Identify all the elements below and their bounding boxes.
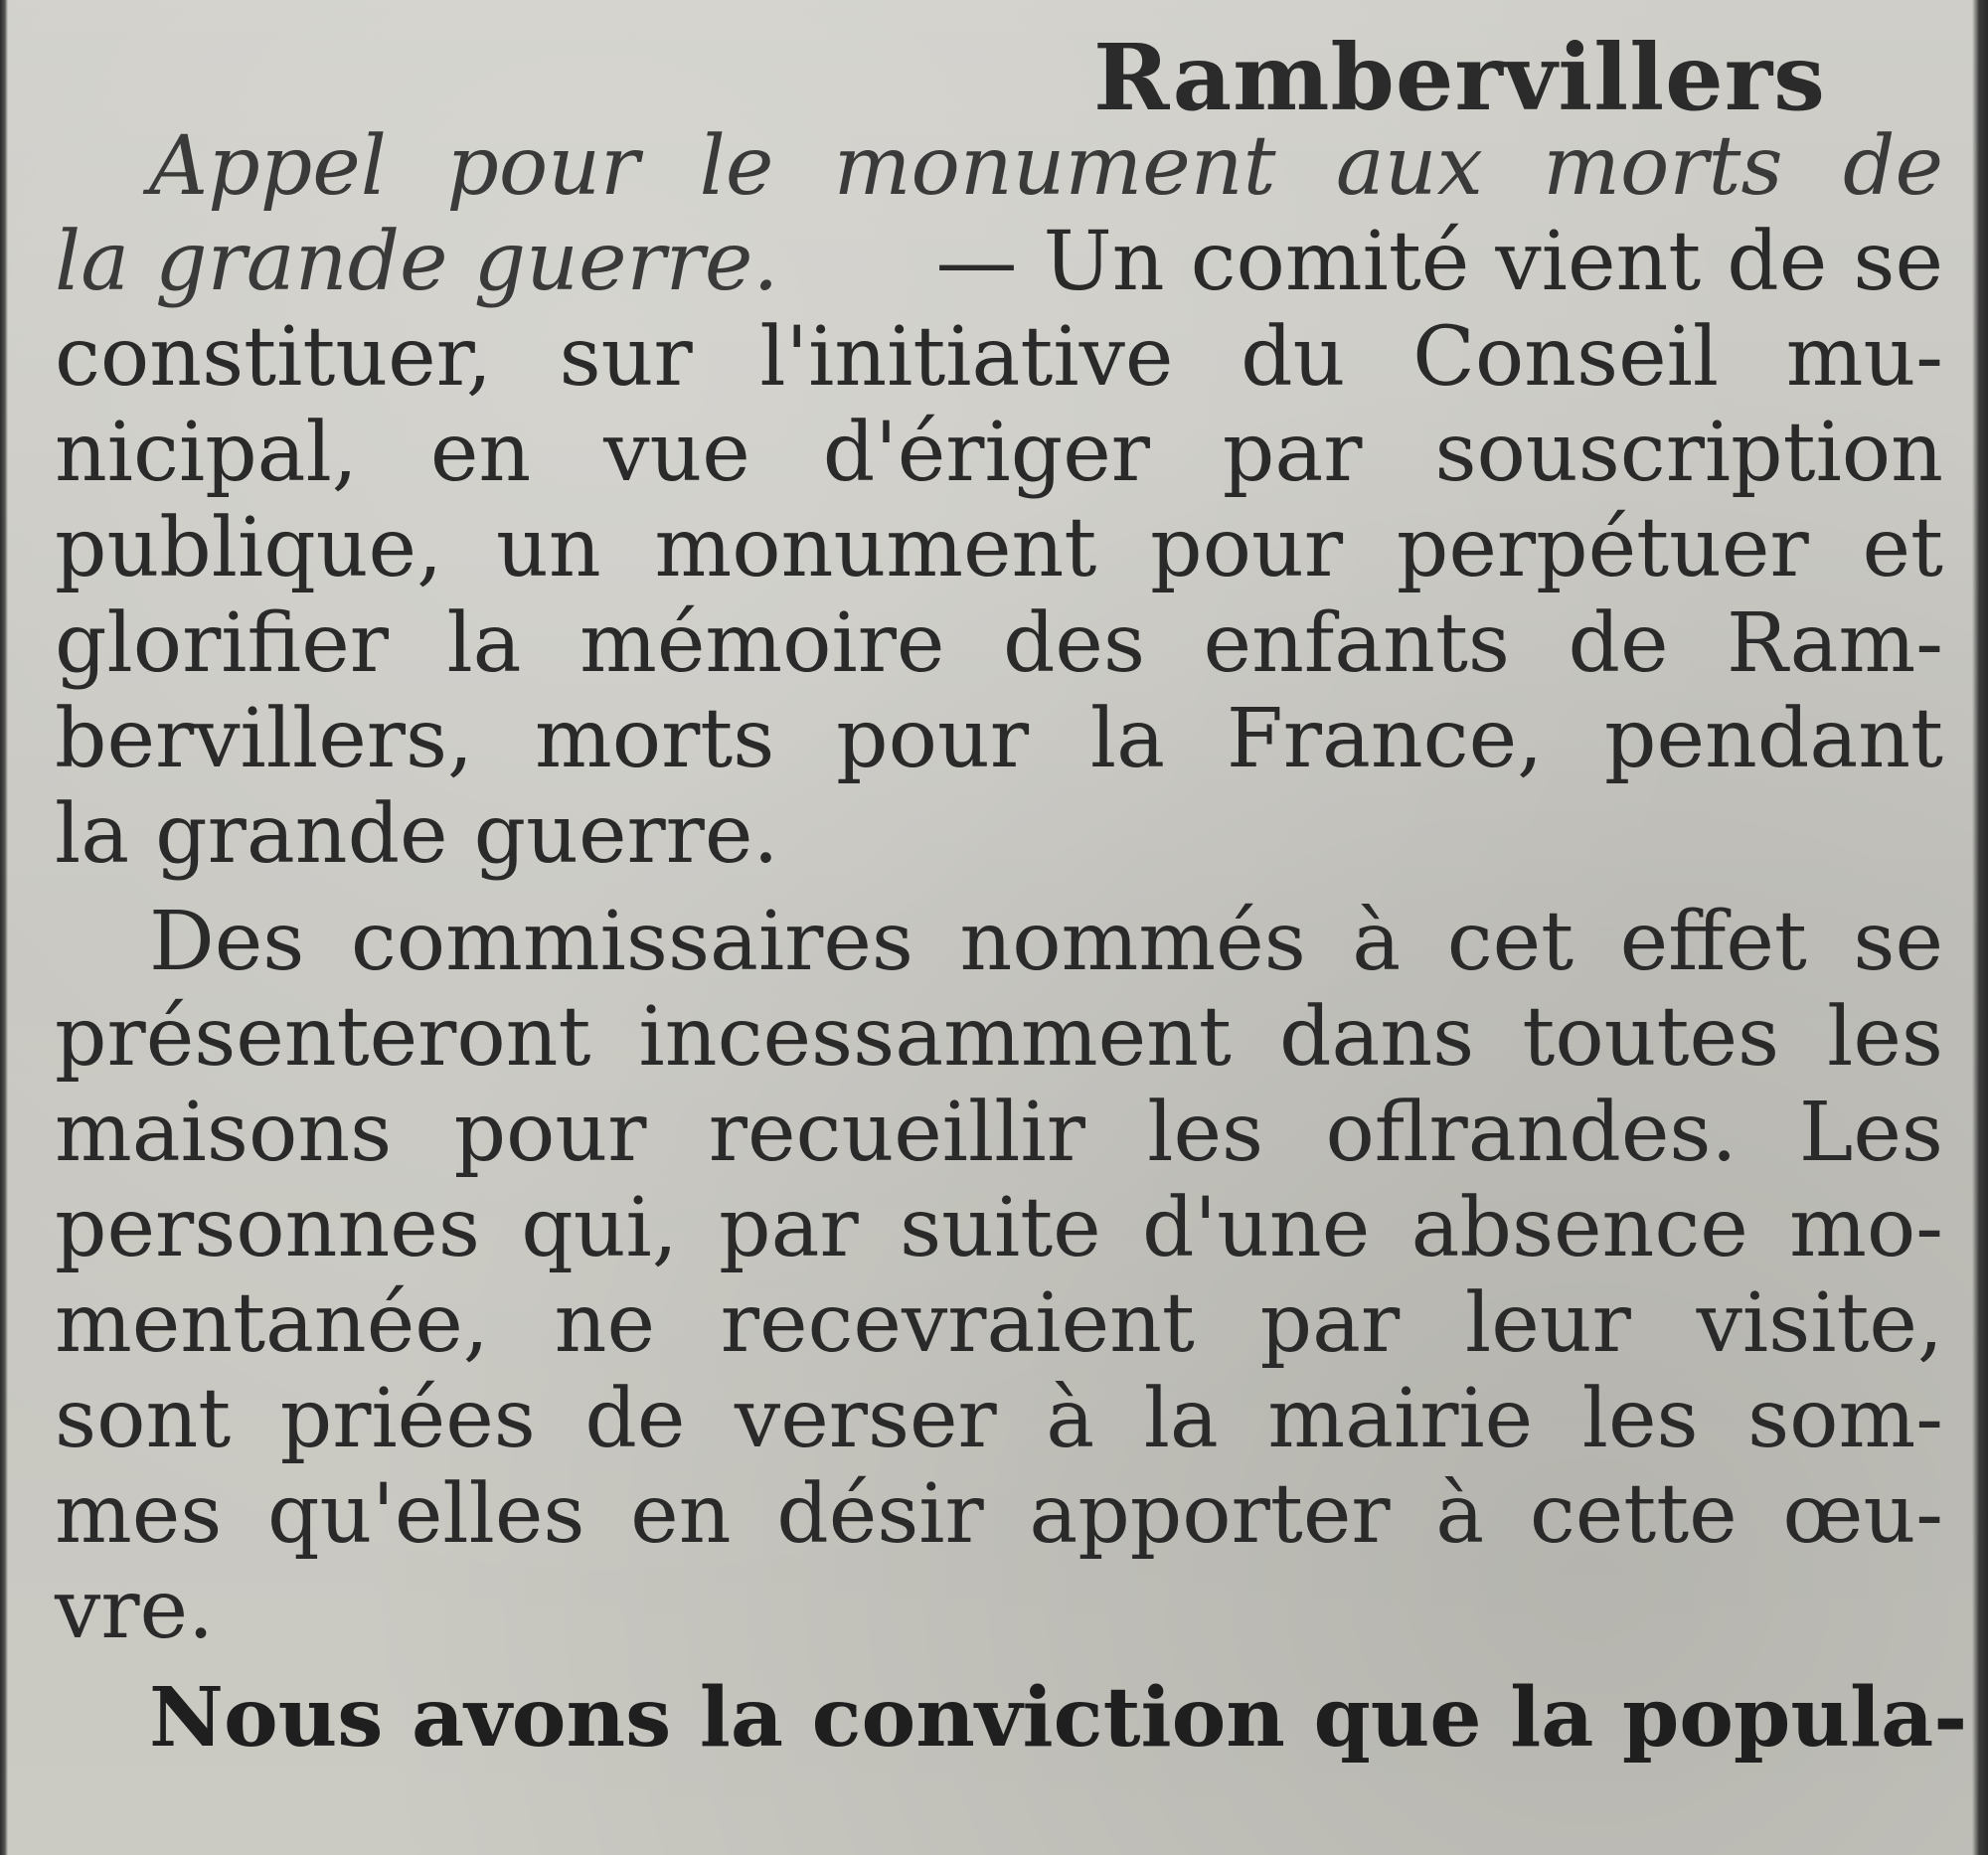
- column-rule-right: [1972, 0, 1988, 1855]
- text-line: publique, un monument pour perpétuer et: [55, 501, 1943, 595]
- text-line: constituer, sur l'initiative du Conseil mu-: [55, 310, 1943, 405]
- text-line: Appel pour le monument aux morts de: [149, 119, 1943, 214]
- text-line: personnes qui, par suite d'une absence mo-: [55, 1181, 1943, 1275]
- text-line: sont priées de verser à la mairie les som-: [55, 1372, 1943, 1466]
- text-line: [55, 213, 1943, 312]
- text-segment-italic: la grande guerre.: [55, 215, 779, 309]
- text-line: nicipal, en vue d'ériger par souscription: [55, 406, 1943, 500]
- article-heading: Rambervillers: [1093, 24, 1826, 131]
- text-line: vre.: [55, 1563, 215, 1657]
- text-line: la grande guerre.: [55, 787, 779, 882]
- text-line: Des commissaires nommés à cet effet se: [149, 895, 1943, 989]
- text-line: maisons pour recueillir les oflrandes. Les: [55, 1086, 1943, 1180]
- text-line: présenteront incessamment dans toutes les: [55, 990, 1943, 1085]
- text-line: mentanée, ne recevraient par leur visite,: [55, 1276, 1943, 1371]
- text-segment: — Un comité vient de se: [935, 215, 1943, 309]
- text-line: mes qu'elles en désir apporter à cette œu-: [55, 1467, 1943, 1562]
- text-line: Nous avons la conviction que la popula-: [149, 1670, 1968, 1766]
- text-line: bervillers, morts pour la France, pendant: [55, 692, 1943, 786]
- text-line: glorifier la mémoire des enfants de Ram-: [55, 596, 1943, 691]
- article-body: [55, 117, 1968, 1837]
- column-rule-left: [0, 0, 8, 1855]
